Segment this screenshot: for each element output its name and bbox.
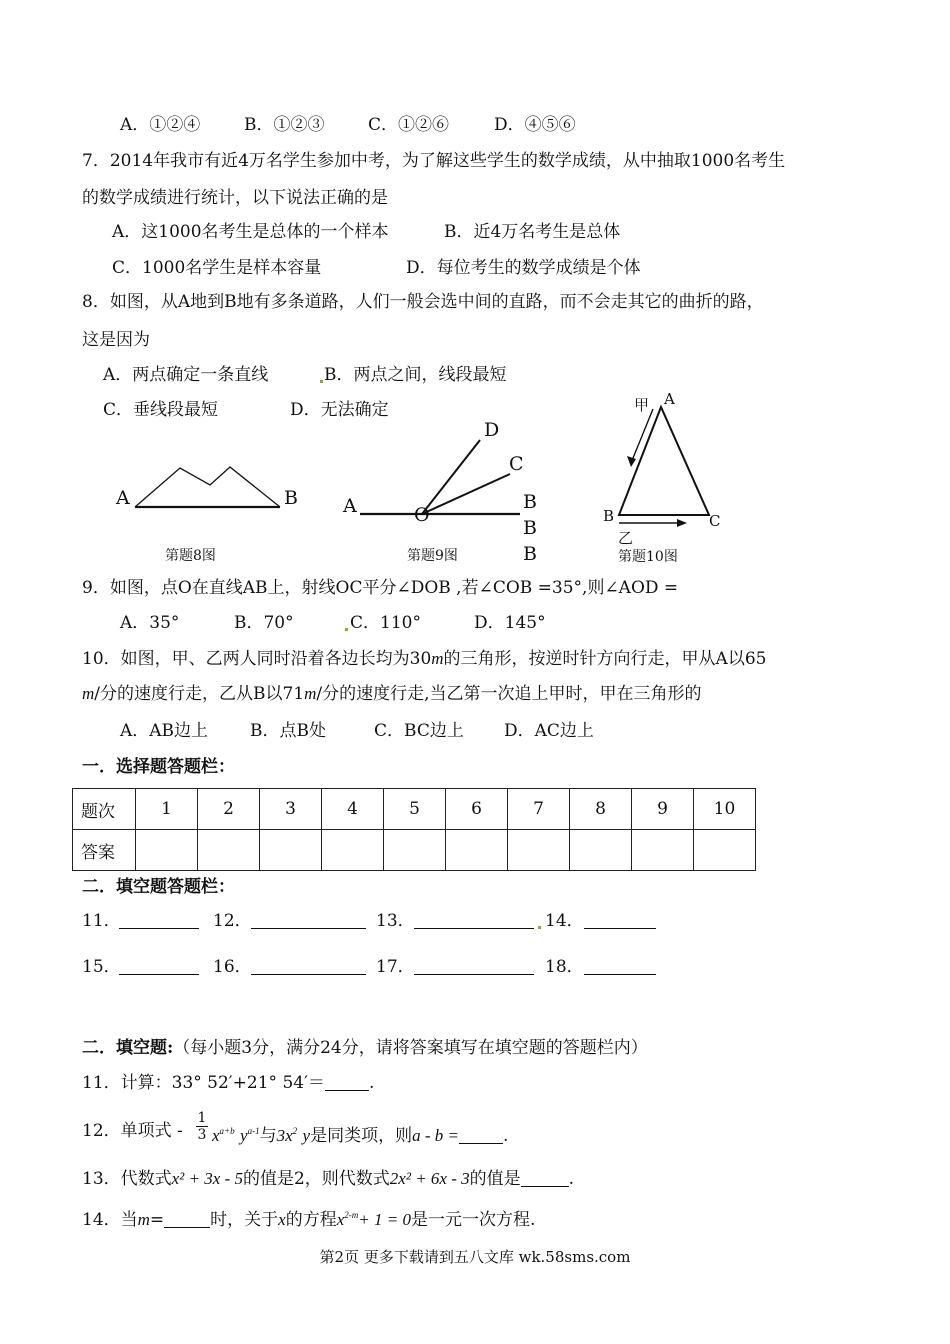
page-footer: 第2页 更多下载请到五八文库 wk.58sms.com bbox=[319, 1248, 631, 1266]
q10-option-c: C．BC边上 bbox=[374, 721, 464, 741]
q8-option-c: C．垂线段最短 bbox=[103, 400, 219, 420]
q12-fraction bbox=[196, 1110, 208, 1143]
fig9-label-c: C bbox=[509, 453, 524, 475]
fig9-label-o: O bbox=[414, 504, 430, 526]
section2-heading: 二．填空题:（每小题3分，满分24分，请将答案填写在填空题的答题栏内） bbox=[82, 1038, 648, 1058]
figure-9-angles bbox=[350, 430, 530, 525]
q10-stem-line2: m/分的速度行走，乙从B以71m/分的速度行走,当乙第一次追上甲时，甲在三角形的 bbox=[82, 684, 702, 704]
q7-stem-line1: 7．2014年我市有近4万名学生参加中考，为了解这些学生的数学成绩，从中抽取1000名考生 bbox=[82, 151, 786, 171]
fill-label-15: 15． bbox=[82, 957, 121, 977]
q9-stem: 9．如图，点O在直线AB上，射线OC平分∠DOB ,若∠COB =35°,则∠AOD = bbox=[82, 578, 679, 598]
q12-prefix: 12．单项式 - bbox=[82, 1121, 183, 1141]
fill-blank-14[interactable] bbox=[584, 912, 656, 929]
q13: 13．代数式x² + 3x - 5的值是2，则代数式2x² + 6x - 3的值是 . bbox=[82, 1169, 575, 1189]
fig10-label-b: B bbox=[603, 507, 615, 525]
figure-8-paths bbox=[110, 455, 310, 525]
q8-option-b: B．两点之间，线段最短 bbox=[324, 365, 507, 385]
answer-table-num: 4 bbox=[322, 789, 384, 830]
q6-option-d: D．④⑤⑥ bbox=[494, 115, 576, 135]
answer-table-num: 3 bbox=[260, 789, 322, 830]
fig10-label-a: A bbox=[664, 390, 675, 408]
fill-blank-16[interactable] bbox=[251, 958, 366, 975]
fig8-label-b: B bbox=[284, 487, 298, 509]
answer-table-header-row bbox=[73, 789, 756, 830]
fill-label-17: 17． bbox=[376, 957, 415, 977]
fill-blank-12[interactable] bbox=[251, 912, 366, 929]
q11-blank[interactable] bbox=[325, 1074, 369, 1091]
fig9-label-d: D bbox=[484, 419, 500, 441]
scan-dot bbox=[345, 628, 348, 631]
answer-table-num: 7 bbox=[508, 789, 570, 830]
fig10-label-c: C bbox=[709, 512, 721, 530]
q14: 14．当m= 时，关于x的方程$x^{2-m}+ 1 = 0$是一元一次方程. bbox=[82, 1210, 536, 1230]
fill-label-13: 13． bbox=[376, 911, 415, 931]
answer-table-num: 6 bbox=[446, 789, 508, 830]
fill-label-16: 16． bbox=[213, 957, 252, 977]
answer-cell[interactable] bbox=[260, 830, 322, 871]
q7-option-c: C．1000名学生是样本容量 bbox=[112, 258, 322, 278]
fill-blank-18[interactable] bbox=[584, 958, 656, 975]
q9-option-a: A．35° bbox=[120, 613, 180, 633]
answer-cell[interactable] bbox=[384, 830, 446, 871]
q10-option-b: B．点B处 bbox=[250, 721, 326, 741]
answer-table-answer-label: 答案 bbox=[73, 830, 136, 871]
q12-expression: $x^{a+b}$ $y^{a-1}$与$3x^2$ y是同类项，则a - b = . bbox=[212, 1126, 509, 1146]
q10-stem-line1: 10．如图，甲、乙两人同时沿着各边长均为30m的三角形，按逆时针方向行走，甲从A以65 bbox=[82, 649, 767, 669]
answer-table-row-label: 题次 bbox=[73, 789, 136, 830]
answer-table-num: 5 bbox=[384, 789, 446, 830]
q8-option-a: A．两点确定一条直线 bbox=[103, 365, 269, 385]
q8-option-d: D．无法确定 bbox=[290, 400, 389, 420]
fill-label-18: 18． bbox=[545, 957, 584, 977]
scan-dot bbox=[320, 380, 323, 383]
answer-table-num: 9 bbox=[632, 789, 694, 830]
q9-option-b: B．70° bbox=[234, 613, 294, 633]
scan-dot bbox=[538, 926, 541, 929]
q6-option-b: B．①②③ bbox=[244, 115, 325, 135]
answer-cell[interactable] bbox=[322, 830, 384, 871]
fill-label-14: 14． bbox=[545, 911, 584, 931]
fill-label-12: 12． bbox=[213, 911, 252, 931]
q14-blank[interactable] bbox=[164, 1211, 210, 1228]
q8-stem-line2: 这是因为 bbox=[82, 330, 150, 350]
fig8-label-a: A bbox=[116, 487, 130, 509]
q7-stem-line2: 的数学成绩进行统计，以下说法正确的是 bbox=[82, 188, 388, 208]
fig9-label-b3: B bbox=[523, 543, 537, 565]
answer-cell[interactable] bbox=[446, 830, 508, 871]
fig9-label-b2: B bbox=[523, 517, 537, 539]
q9-option-c: C．110° bbox=[350, 613, 421, 633]
section2-title: 二．填空题答题栏： bbox=[82, 877, 235, 897]
fig8-caption: 第题8图 bbox=[165, 548, 216, 564]
q13-blank[interactable] bbox=[521, 1170, 569, 1187]
figure-10-triangle bbox=[605, 395, 725, 530]
answer-cell[interactable] bbox=[198, 830, 260, 871]
fig9-label-b1: B bbox=[523, 491, 537, 513]
q12-fraction-denominator: 3 bbox=[197, 1127, 207, 1143]
answer-cell[interactable] bbox=[136, 830, 198, 871]
answer-cell[interactable] bbox=[694, 830, 756, 871]
answer-cell[interactable] bbox=[508, 830, 570, 871]
q6-option-a: A．①②④ bbox=[120, 115, 201, 135]
answer-table-num: 10 bbox=[694, 789, 756, 830]
fill-blank-17[interactable] bbox=[414, 958, 534, 975]
q11: 11．计算：33° 52′+21° 54′＝ . bbox=[82, 1073, 375, 1093]
answer-cell[interactable] bbox=[570, 830, 632, 871]
q12-fraction-numerator: 1 bbox=[197, 1110, 207, 1126]
answer-table-answer-row bbox=[73, 830, 756, 871]
fig9-label-a: A bbox=[343, 495, 357, 517]
section1-title: 一．选择题答题栏： bbox=[82, 757, 235, 777]
q6-option-c: C．①②⑥ bbox=[368, 115, 450, 135]
q10-option-d: D．AC边上 bbox=[504, 721, 594, 741]
fill-label-11: 11． bbox=[82, 911, 121, 931]
fill-blank-15[interactable] bbox=[119, 958, 199, 975]
answer-table-num: 8 bbox=[570, 789, 632, 830]
fig9-caption: 第题9图 bbox=[407, 548, 458, 564]
fig10-label-jia: 甲 bbox=[634, 396, 650, 414]
fill-blank-11[interactable] bbox=[119, 912, 199, 929]
fig10-caption: 第题10图 bbox=[618, 549, 678, 565]
answer-table-num: 1 bbox=[136, 789, 198, 830]
q10-option-a: A．AB边上 bbox=[120, 721, 209, 741]
answer-table bbox=[72, 788, 756, 871]
q9-option-d: D．145° bbox=[474, 613, 546, 633]
q7-option-a: A．这1000名考生是总体的一个样本 bbox=[112, 222, 389, 242]
fig10-label-yi: 乙 bbox=[618, 529, 634, 547]
q12-blank[interactable] bbox=[459, 1127, 503, 1144]
fill-blank-13[interactable] bbox=[414, 912, 534, 929]
q8-stem-line1: 8．如图，从A地到B地有多条道路，人们一般会选中间的直路，而不会走其它的曲折的路， bbox=[82, 292, 764, 312]
q7-option-b: B．近4万名考生是总体 bbox=[444, 222, 621, 242]
q7-option-d: D．每位考生的数学成绩是个体 bbox=[406, 258, 641, 278]
answer-table-num: 2 bbox=[198, 789, 260, 830]
answer-cell[interactable] bbox=[632, 830, 694, 871]
